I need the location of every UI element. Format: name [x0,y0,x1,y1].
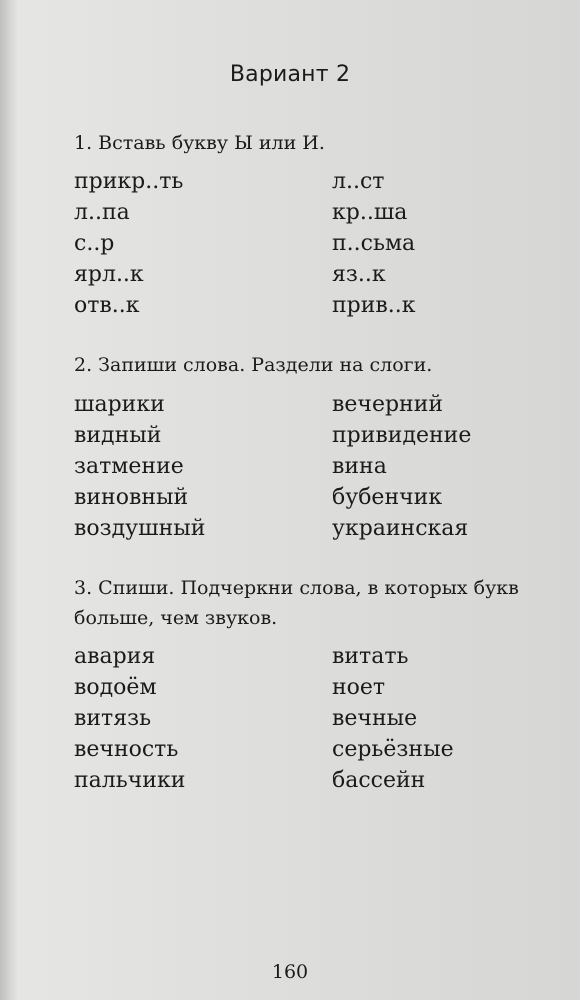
word-item: бассейн [332,768,426,793]
word-item: пальчики [74,768,186,793]
word-item: затмение [74,454,184,479]
word-item: водоём [74,675,157,700]
word-item: витать [332,644,409,669]
task-1-right-column [332,166,416,321]
word-item: л..па [74,200,130,225]
word-item: прив..к [332,293,416,318]
task-3-instruction: 3. Спиши. Подчеркни слова, в которых букв больше, чем звуков. [74,577,519,629]
word-item: ярл..к [74,262,144,287]
word-item: серьёзные [332,737,454,762]
page-gutter-shadow [0,0,18,1000]
word-item: п..сьма [332,231,416,256]
word-item: яз..к [332,262,386,287]
word-item: виновный [74,485,189,510]
word-item: л..ст [332,169,385,194]
page-number: 160 [271,961,309,983]
task-3-left-column [74,641,185,796]
word-item: витязь [74,706,152,731]
task-2-right-column [332,389,471,544]
word-item: видный [74,423,162,448]
word-item: отв..к [74,293,140,318]
variant-title: Вариант 2 [229,62,351,87]
task-3-right-column [332,641,454,796]
word-item: с..р [74,231,115,256]
word-item: украинская [332,516,469,541]
task-2-instruction: 2. Запиши слова. Раздели на слоги. [74,354,433,376]
word-item: кр..ша [332,200,408,225]
word-item: бубенчик [332,485,443,510]
word-item: вина [332,454,387,479]
word-item: шарики [74,392,165,417]
task-2-left-column [74,389,205,544]
task-1-instruction: 1. Вставь букву Ы или И. [74,132,325,154]
word-item: авария [74,644,156,669]
task-1-left-column [74,166,183,321]
word-item: ноет [332,675,386,700]
word-item: вечные [332,706,418,731]
word-item: вечность [74,737,179,762]
word-item: привидение [332,423,472,448]
word-item: вечерний [332,392,444,417]
word-item: воздушный [74,516,206,541]
word-item: прикр..ть [74,169,184,194]
